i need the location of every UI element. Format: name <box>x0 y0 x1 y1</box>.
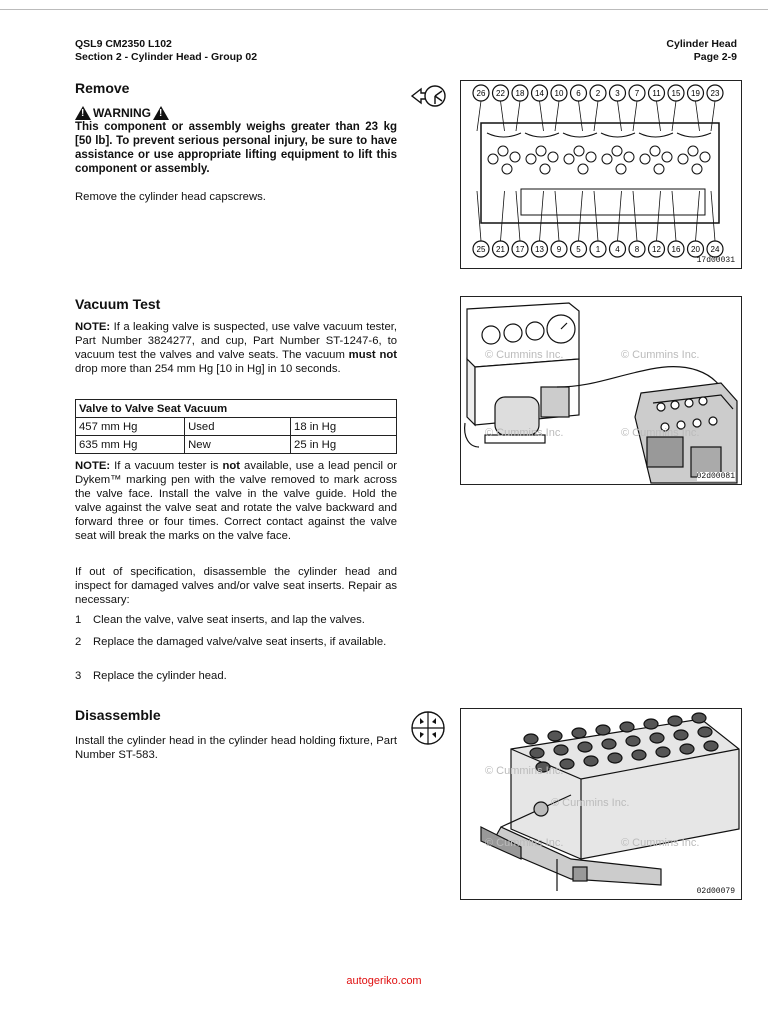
vacuum-note <box>75 320 397 376</box>
table-cell: 635 mm Hg <box>76 436 185 454</box>
spec-paragraph: If out of specification, disassemble the cylinder head and inspect for damaged valves and/or valve seat inserts. Repair as necessary: <box>75 566 397 606</box>
vacuum-heading: Vacuum Test <box>75 296 161 312</box>
bolt-number: 20 <box>691 245 700 254</box>
list-item <box>75 635 397 649</box>
valve-spring <box>704 741 718 751</box>
bolt-number: 13 <box>535 245 544 254</box>
watermark: © Cummins Inc. <box>485 837 564 849</box>
valve-spring <box>650 733 664 743</box>
valve-spring <box>626 736 640 746</box>
top-rule <box>0 9 768 10</box>
bolt-number: 24 <box>710 245 720 254</box>
remove-heading: Remove <box>75 80 130 96</box>
bolt-number: 8 <box>634 245 640 254</box>
chapter-title: Cylinder Head <box>666 38 737 50</box>
valve-spring <box>656 747 670 757</box>
bolt-number: 9 <box>556 245 562 254</box>
valve-spring <box>548 731 562 741</box>
note-emphasis: not <box>222 460 241 472</box>
note-label: NOTE: <box>75 321 111 333</box>
warning-block <box>75 106 397 176</box>
valve-spring <box>644 719 658 729</box>
footer-site-link[interactable]: autogeriko.com <box>346 975 422 987</box>
bolt-number: 18 <box>515 89 525 98</box>
valve-spring <box>692 713 706 723</box>
note-text-b: drop more than 254 mm Hg [10 in Hg] in 10 seconds. <box>75 363 341 375</box>
valve-spring <box>608 753 622 763</box>
holding-fixture-figure <box>460 708 742 900</box>
watermark: © Cummins Inc. <box>551 797 630 809</box>
figure-id: 02d00081 <box>696 472 735 481</box>
note-label: NOTE: <box>75 460 111 472</box>
header-left <box>75 38 257 64</box>
valve-spring <box>554 745 568 755</box>
marking-note <box>75 459 397 543</box>
watermark: © Cummins Inc. <box>485 349 564 361</box>
valve-spring <box>674 730 688 740</box>
valve-spring <box>572 728 586 738</box>
warning-icon: ! <box>75 106 91 120</box>
bolt-number: 21 <box>496 245 505 254</box>
table-cell: New <box>185 436 291 454</box>
bolt-number: 14 <box>535 89 544 98</box>
table-title: Valve to Valve Seat Vacuum <box>76 400 397 418</box>
table-cell: Used <box>185 418 291 436</box>
bolt-number: 23 <box>710 89 720 98</box>
note-text-a: If a vacuum tester is <box>114 460 219 472</box>
bolt-number: 2 <box>595 89 601 98</box>
cylinder-head-diagram <box>461 81 741 268</box>
valve-spring <box>584 756 598 766</box>
vacuum-tester-figure <box>460 296 742 485</box>
disassemble-icon <box>408 710 448 746</box>
bolt-number: 7 <box>634 89 640 98</box>
bolt-number: 3 <box>615 89 620 98</box>
valve-spring <box>578 742 592 752</box>
valve-spring <box>620 722 634 732</box>
watermark: © Cummins Inc. <box>485 427 564 439</box>
page-number: Page 2-9 <box>693 51 737 63</box>
watermark: © Cummins Inc. <box>621 349 700 361</box>
vacuum-tester-illustration <box>461 297 741 484</box>
step-number: 3 <box>75 670 82 682</box>
list-item <box>75 613 397 627</box>
manual-title: QSL9 CM2350 L102 <box>75 38 172 50</box>
bolt-number: 16 <box>671 245 681 254</box>
warning-title: WARNING <box>93 106 151 120</box>
warning-title-row <box>75 106 397 120</box>
header-right <box>666 38 737 64</box>
step-text: Replace the damaged valve/valve seat inserts, if available. <box>93 636 387 648</box>
vacuum-spec-table <box>75 399 397 454</box>
torque-sequence-figure <box>460 80 742 269</box>
bolt-number: 1 <box>595 245 601 254</box>
bolt-number: 12 <box>652 245 661 254</box>
valve-spring <box>680 744 694 754</box>
step-text: Clean the valve, valve seat inserts, and lap the valves. <box>93 614 365 626</box>
table-cell: 25 in Hg <box>291 436 397 454</box>
bolt-number: 26 <box>476 89 486 98</box>
valve-spring <box>524 734 538 744</box>
section-title: Section 2 - Cylinder Head - Group 02 <box>75 51 258 63</box>
bolt-number: 25 <box>476 245 486 254</box>
watermark: © Cummins Inc. <box>621 427 700 439</box>
bolt-number: 6 <box>576 89 581 98</box>
bolt-number: 4 <box>615 245 620 254</box>
note-text-a: If a leaking valve is suspected, use valve vacuum tester, Part Number 3824277, and cup, Part Number ST-1247-6, to vacuum test the valves and valve seats. The vacuum <box>75 321 398 361</box>
watermark: © Cummins Inc. <box>621 837 700 849</box>
remove-instruction: Remove the cylinder head capscrews. <box>75 191 266 203</box>
bolt-number: 10 <box>554 89 564 98</box>
figure-id: 17d00031 <box>696 256 735 265</box>
step-number: 2 <box>75 636 82 648</box>
valve-spring <box>698 727 712 737</box>
bolt-number: 19 <box>691 89 700 98</box>
disassemble-instruction: Install the cylinder head in the cylinder head holding fixture, Part Number ST-583. <box>75 735 397 761</box>
valve-spring <box>602 739 616 749</box>
valve-spring <box>632 750 646 760</box>
bolt-number: 5 <box>576 245 581 254</box>
figure-id: 02d00079 <box>696 887 735 896</box>
table-row <box>76 418 397 436</box>
warning-icon: ! <box>153 106 169 120</box>
table-cell: 457 mm Hg <box>76 418 185 436</box>
bolt-number: 22 <box>496 89 505 98</box>
note-emphasis: must not <box>348 349 398 361</box>
bolt-number: 17 <box>515 245 525 254</box>
valve-spring <box>668 716 682 726</box>
step-number: 1 <box>75 614 82 626</box>
list-item <box>75 669 397 683</box>
step-text: Replace the cylinder head. <box>93 670 227 682</box>
table-row <box>76 436 397 454</box>
note-text-b: available, use a lead pencil or Dykem™ marking pen with the valve removed to mark across the valve face. Install the valve in the valve guide. Hold the valve against the valve seat and rotate the valve backward and forward three or four times. Correct contact against the valve seat will break the marks on the valve face. <box>75 460 397 542</box>
disassemble-heading: Disassemble <box>75 707 161 723</box>
bolt-number: 15 <box>671 89 681 98</box>
table-cell: 18 in Hg <box>291 418 397 436</box>
warning-text: This component or assembly weighs greater than 23 kg [50 lb]. To prevent serious personal injury, be sure to have assistance or use appropriate lifting equipment to lift this component or assembly. <box>75 121 397 175</box>
wrench-remove-icon <box>409 80 447 112</box>
watermark: © Cummins Inc. <box>485 765 564 777</box>
valve-spring <box>530 748 544 758</box>
bolt-number: 11 <box>652 89 661 98</box>
valve-spring <box>596 725 610 735</box>
